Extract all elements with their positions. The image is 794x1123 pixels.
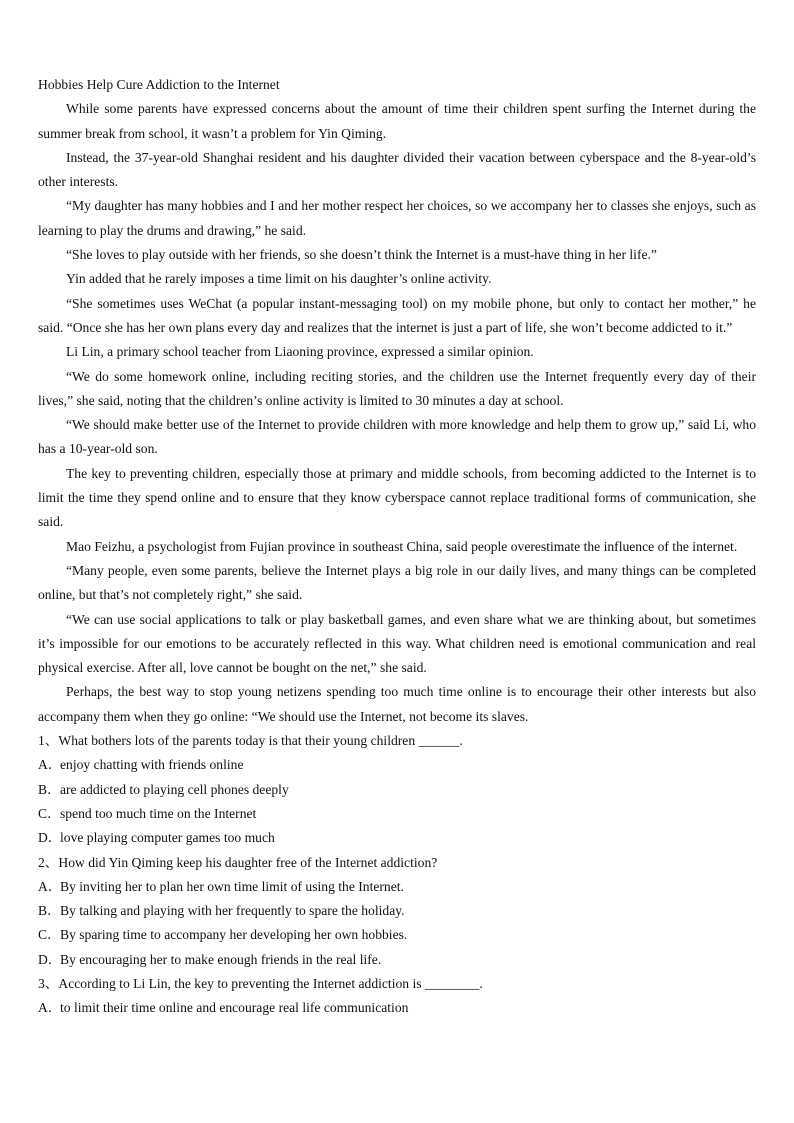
option-text: love playing computer games too much: [60, 830, 275, 846]
paragraph: While some parents have expressed concerns about the amount of time their children spent surfing the Internet during the summer break from school, it wasn’t a problem for Yin Qiming.: [38, 101, 756, 141]
option-letter: A．: [38, 757, 62, 773]
article-title: Hobbies Help Cure Addiction to the Internet: [38, 77, 280, 92]
option-a[interactable]: [38, 875, 756, 899]
option-b[interactable]: [38, 778, 756, 802]
option-a[interactable]: [38, 996, 756, 1020]
paragraph: “My daughter has many hobbies and I and her mother respect her choices, so we accompany her to classes she enjoys, such as learning to play the drums and drawing,” he said.: [38, 198, 756, 238]
question-stem: 2、How did Yin Qiming keep his daughter free of the Internet addiction?: [38, 854, 438, 870]
document-page: [38, 73, 756, 1021]
option-letter: D．: [38, 830, 62, 846]
option-letter: C．: [38, 927, 61, 943]
option-text: enjoy chatting with friends online: [60, 757, 244, 773]
option-b[interactable]: [38, 899, 756, 923]
option-letter: A．: [38, 1000, 62, 1016]
option-letter: D．: [38, 951, 62, 967]
option-text: By encouraging her to make enough friends in the real life.: [60, 951, 382, 967]
paragraph: Li Lin, a primary school teacher from Liaoning province, expressed a similar opinion.: [66, 344, 534, 360]
option-c[interactable]: [38, 802, 756, 826]
paragraph: “We do some homework online, including reciting stories, and the children use the Internet frequently every day of their lives,” she said, noting that the children’s online activity is limited to 30 minutes a day at school.: [38, 368, 756, 408]
paragraph: “We should make better use of the Internet to provide children with more knowledge and help them to grow up,” said Li, who has a 10-year-old son.: [38, 417, 756, 457]
paragraph: Perhaps, the best way to stop young netizens spending too much time online is to encourage their other interests but also accompany them when they go online: “We should use the Internet, not become its slaves.: [38, 684, 756, 724]
paragraph: Mao Feizhu, a psychologist from Fujian province in southeast China, said people overestimate the influence of the internet.: [66, 538, 738, 554]
option-text: to limit their time online and encourage real life communication: [60, 1000, 409, 1016]
option-d[interactable]: [38, 826, 756, 850]
paragraph: Yin added that he rarely imposes a time limit on his daughter’s online activity.: [66, 271, 492, 287]
paragraph: “She loves to play outside with her friends, so she doesn’t think the Internet is a must-have thing in her life.”: [66, 247, 657, 263]
option-text: By inviting her to plan her own time limit of using the Internet.: [60, 878, 404, 894]
option-text: By talking and playing with her frequently to spare the holiday.: [60, 903, 405, 919]
question-3: [38, 972, 756, 1021]
question-stem: 1、What bothers lots of the parents today is that their young children ______.: [38, 733, 463, 749]
paragraph: “We can use social applications to talk or play basketball games, and even share what we are thinking about, but sometimes it’s impossible for our emotions to be accurately reflected in this way. What children need is emotional communication and real physical exercise. After all, love cannot be bought on the net,” she said.: [38, 611, 756, 676]
question-2: [38, 851, 756, 972]
option-letter: A．: [38, 878, 62, 894]
option-letter: B．: [38, 781, 61, 797]
question-1: [38, 729, 756, 850]
paragraph: “Many people, even some parents, believe the Internet plays a big role in our daily lives, and many things can be completed online, but that’s not completely right,” she said.: [38, 562, 756, 603]
paragraph: The key to preventing children, especially those at primary and middle schools, from becoming addicted to the Internet is to limit the time they spend online and to ensure that they know cyberspace cannot replace traditional forms of communication, she said.: [38, 465, 756, 530]
option-c[interactable]: [38, 923, 756, 947]
option-text: spend too much time on the Internet: [60, 805, 257, 821]
option-text: are addicted to playing cell phones deeply: [60, 781, 289, 797]
option-text: By sparing time to accompany her developing her own hobbies.: [60, 927, 408, 943]
option-letter: B．: [38, 903, 61, 919]
question-stem: 3、According to Li Lin, the key to preventing the Internet addiction is ________.: [38, 975, 483, 991]
paragraph: “She sometimes uses WeChat (a popular instant-messaging tool) on my mobile phone, but only to contact her mother,” he said. “Once she has her own plans every day and realizes that the internet is just a part of life, she won’t become addicted to it.”: [38, 295, 756, 335]
option-d[interactable]: [38, 948, 756, 972]
paragraph: Instead, the 37-year-old Shanghai resident and his daughter divided their vacation between cyberspace and the 8-year-old’s other interests.: [38, 149, 756, 190]
option-a[interactable]: [38, 753, 756, 777]
option-letter: C．: [38, 805, 61, 821]
